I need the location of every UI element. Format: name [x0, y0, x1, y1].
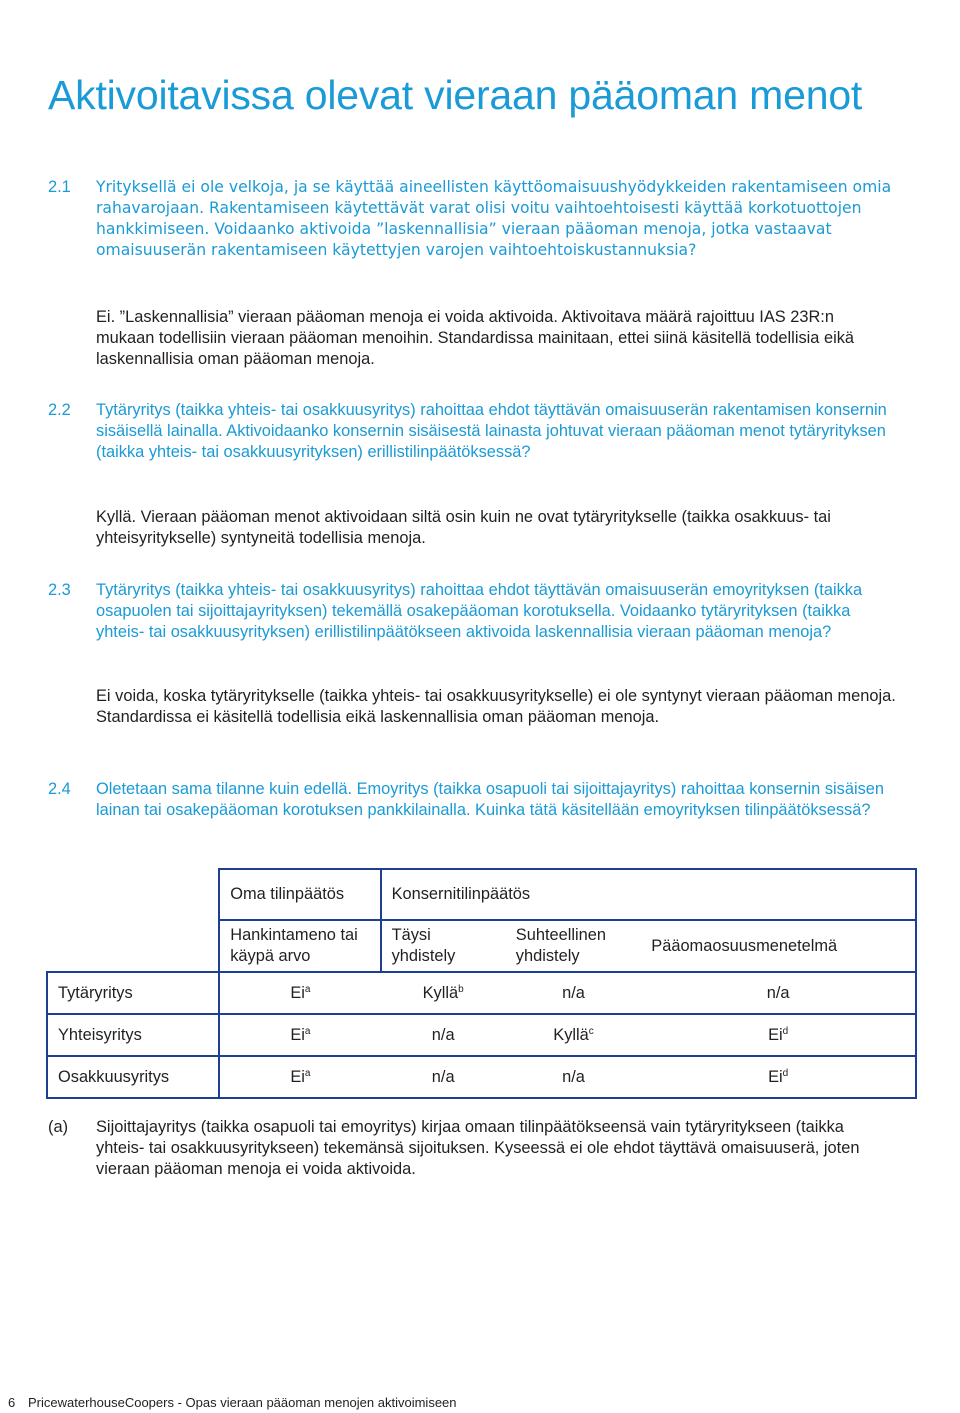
cell: Ei$^a$ — [219, 972, 380, 1014]
cell: Ei$^a$ — [219, 1056, 380, 1098]
table-row — [47, 1014, 916, 1056]
header-consolidated: Konsernitilinpäätös — [381, 869, 916, 920]
cell: Kyllä$^b$ — [381, 972, 506, 1014]
cell: n/a — [641, 972, 916, 1014]
cell: n/a — [506, 1056, 642, 1098]
table-header-row — [47, 869, 916, 920]
cell: Ei$^d$ — [641, 1056, 916, 1098]
section-number: 2.3 — [48, 581, 71, 599]
row-label: Osakkuusyritys — [47, 1056, 219, 1098]
section-question: Tytäryritys (taikka yhteis- tai osakkuusyritys) rahoittaa ehdot täyttävän omaisuuserän emoyrityksen (taikka osapuolen tai sijoittajayrityksen) tekemällä osakepääoman korotuksella. Voidaanko tytäryrityksen (taikka yhteis- tai osakkuusyrityksen) erillistilinpäätökseen aktivoida laskennallisia vieraan pääoman menoja? — [96, 581, 863, 641]
table-header-row — [47, 920, 916, 972]
footnote-text: Sijoittajayritys (taikka osapuoli tai emoyritys) kirjaa omaan tilinpäätökseensä vain tytäryritykseen (taikka yhteis- tai osakkuusyritykseen) tekemänsä sijoituksen. Kyseessä ei ole ehdot täyttävä omaisuuserä, joten vieraan pääoman menoja ei voida aktivoida. — [96, 1118, 860, 1178]
section-question: Oletetaan sama tilanne kuin edellä. Emoyritys (taikka osapuoli tai sijoittajayritys) rahoittaa konsernin sisäisen lainan tai osakepääoman korotuksen pankkilainalla. Kuinka tätä käsitellään emoyrityksen tilinpäätöksessä? — [96, 780, 885, 819]
footnote-label: (a) — [48, 1118, 69, 1136]
section-number: 2.2 — [48, 401, 71, 419]
footer-text: PricewaterhouseCoopers - Opas vieraan pääoman menojen aktivoimiseen — [28, 1395, 457, 1410]
section-answer: Ei voida, koska tytäryritykselle (taikka yhteis- tai osakkuusyritykselle) ei ole syntynyt vieraan pääoman menoja. Standardissa ei käsitellä todellisia eikä laskennallisia oman pääoman menoja. — [96, 687, 896, 726]
cell: Ei$^d$ — [641, 1014, 916, 1056]
header-cost-or-fair-value: Hankintameno tai käypä arvo — [219, 920, 380, 972]
cell: Ei$^a$ — [219, 1014, 380, 1056]
table-row — [47, 972, 916, 1014]
page-footer — [8, 1395, 457, 1410]
section-question: Tytäryritys (taikka yhteis- tai osakkuusyritys) rahoittaa ehdot täyttävän omaisuuserän rakentamisen konsernin sisäisellä lainalla. Aktivoidaanko konsernin sisäisestä lainasta johtuvat vieraan pääoman menot tytäryrityksen (taikka yhteis- tai osakkuusyrityksen) erillistilinpäätöksessä? — [96, 401, 887, 461]
header-equity-method: Pääomaosuusmenetelmä — [641, 920, 916, 972]
header-full-consolidation: Täysi yhdistely — [381, 920, 506, 972]
section-answer: Kyllä. Vieraan pääoman menot aktivoidaan siltä osin kuin ne ovat tytäryritykselle (taikka osakkuus- tai yhteisyritykselle) syntyneitä todellisia menoja. — [96, 508, 831, 547]
cell: n/a — [381, 1014, 506, 1056]
cell: n/a — [381, 1056, 506, 1098]
cell: Kyllä$^c$ — [506, 1014, 642, 1056]
table-row — [47, 1056, 916, 1098]
row-label: Tytäryritys — [47, 972, 219, 1014]
page-title: Aktivoitavissa olevat vieraan pääoman menot — [48, 72, 863, 118]
accounting-matrix-table — [46, 868, 917, 1099]
section-answer: Ei. ”Laskennallisia” vieraan pääoman menoja ei voida aktivoida. Aktivoitava määrä rajoittuu IAS 23R:n mukaan todellisiin vieraan pääoman menoihin. Standardissa mainitaan, ettei siinä käsitellä todellisia eikä laskennallisia oman pääoman menoja. — [96, 308, 855, 368]
section-question: Yrityksellä ei ole velkoja, ja se käyttää aineellisten käyttöomaisuushyödykkeiden rakentamiseen omia rahavarojaan. Rakentamiseen käytettävät varat olisi voitu vaihtoehtoisesti käyttää korkotuottojen hankkimiseen. Voidaanko aktivoida ”laskennallisia” vieraan pääoman menoja, jotka vastaavat omaisuuserän rakentamiseen käytettyjen varojen vaihtoehtoiskustannuksia? — [96, 178, 892, 259]
section-number: 2.4 — [48, 780, 71, 798]
header-own-statements: Oma tilinpäätös — [219, 869, 380, 920]
header-proportional-consolidation: Suhteellinen yhdistely — [506, 920, 642, 972]
cell: n/a — [506, 972, 642, 1014]
section-number: 2.1 — [48, 178, 71, 196]
row-label: Yhteisyritys — [47, 1014, 219, 1056]
page-number: 6 — [8, 1395, 16, 1410]
